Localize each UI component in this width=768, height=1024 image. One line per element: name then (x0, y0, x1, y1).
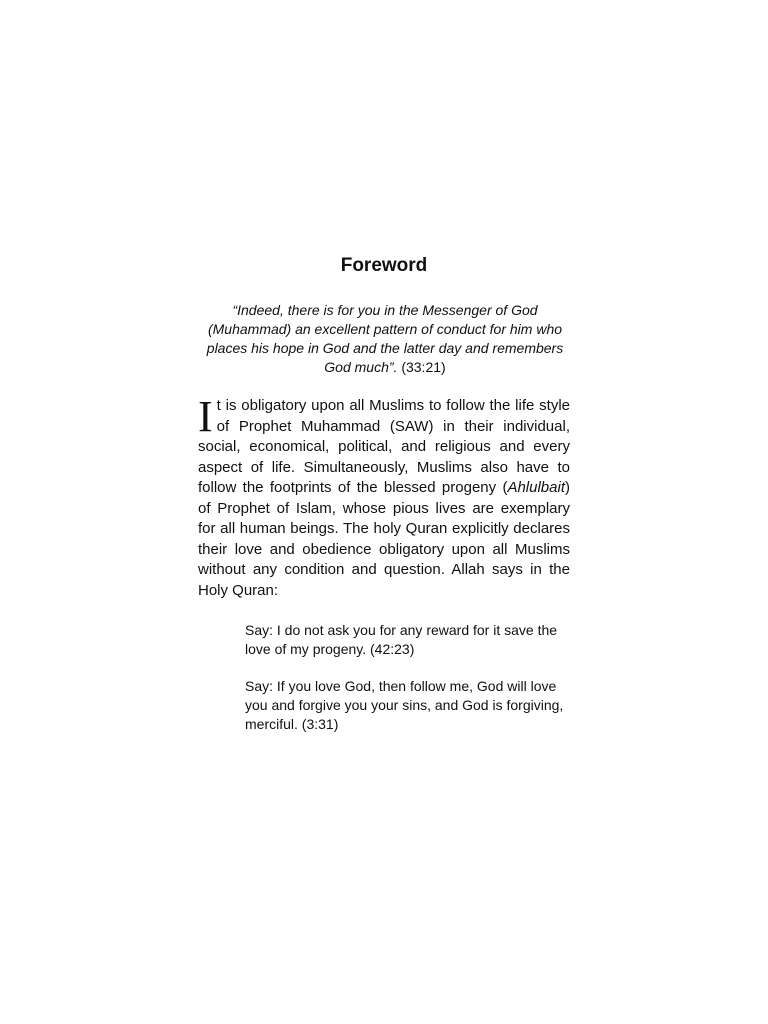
body-paragraph (198, 392, 570, 601)
epigraph-reference: (33:21) (397, 359, 446, 375)
paragraph-text-start: t is obligatory upon all Muslims to follow the life style of Prophet Muhammad (SAW) in their individual, social, economical, political, and religious and every aspect of life. Simultaneously, Muslims also have to follow the footprints of the blessed progeny ( (198, 397, 570, 496)
verse-quote-1: Say: I do not ask you for any reward for it save the love of my progeny. (42:23) (245, 622, 558, 657)
drop-cap: I (198, 392, 213, 441)
verse-quote-2: Say: If you love God, then follow me, God will love you and forgive you your sins, and God is forgiving, merciful. (3:31) (245, 678, 564, 732)
paragraph-text-end: ) of Prophet of Islam, whose pious lives are exemplary for all human beings. The holy Quran explicitly declares their love and obedience obligatory upon all Muslims without any condition and question. Allah says in the Holy Quran: (198, 479, 570, 599)
epigraph (198, 301, 572, 377)
page-title: Foreword (340, 255, 428, 276)
paragraph-emphasis: Ahlulbait (507, 479, 565, 496)
epigraph-quote: “Indeed, there is for you in the Messenger of God (Muhammad) an excellent pattern of conduct for him who places his hope in God and the latter day and remembers God much”. (206, 302, 564, 375)
